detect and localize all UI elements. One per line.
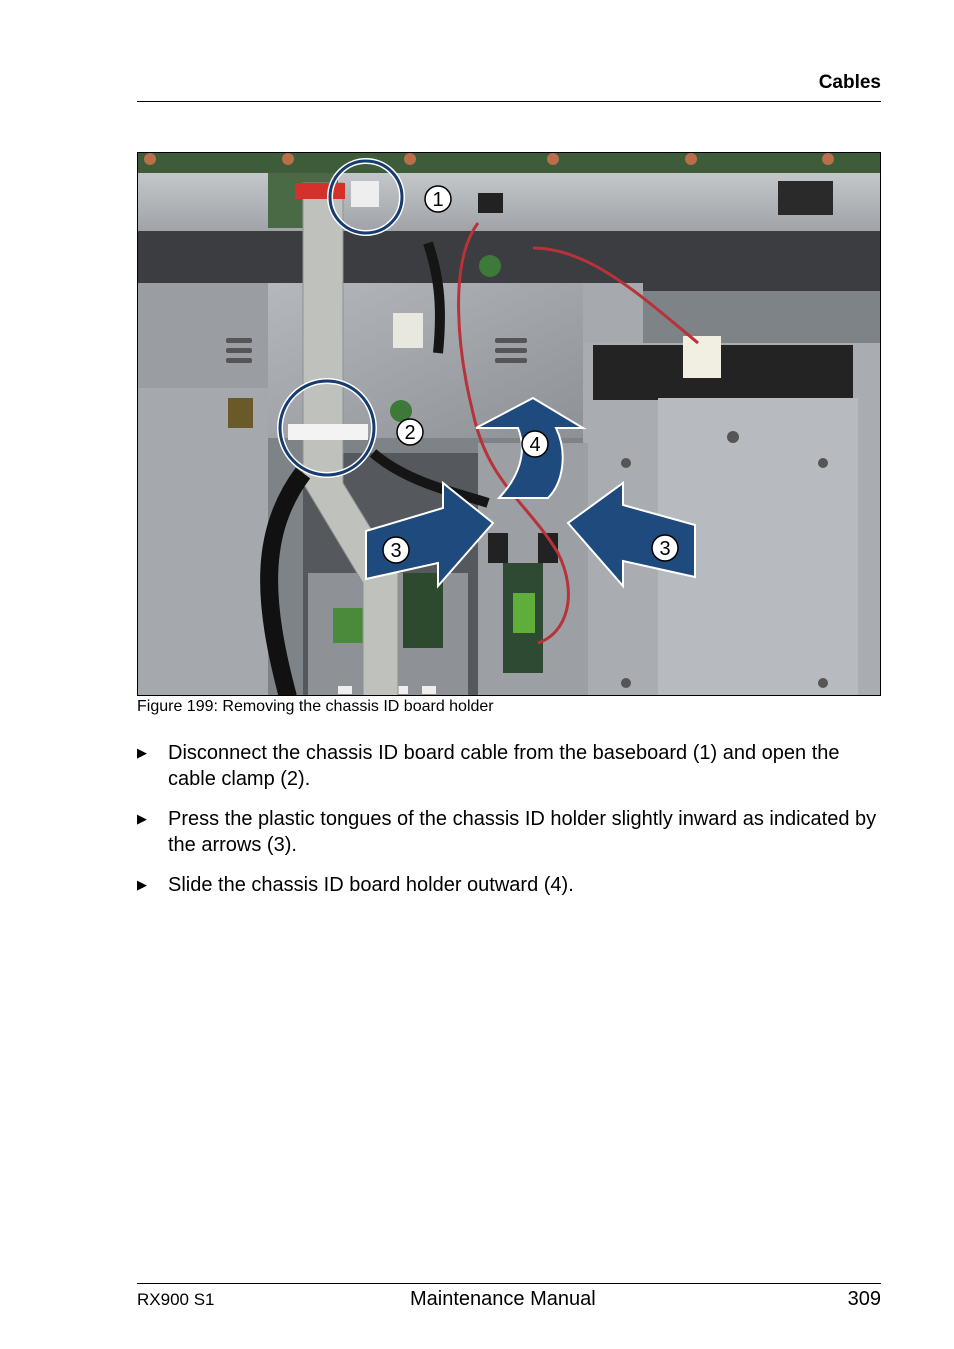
step-item [137,806,887,858]
svg-text:4: 4 [529,434,541,456]
footer-rule [137,1283,881,1284]
triangle-bullet-icon: ▶ [137,811,147,826]
header-rule [137,101,881,102]
callout-2 [397,419,423,445]
footer-model: RX900 S1 [137,1290,215,1309]
page-header-title: Cables [818,72,881,93]
instruction-steps [137,740,887,912]
figure-caption: Figure 199: Removing the chassis ID board holder [137,698,494,715]
svg-text:3: 3 [659,538,671,560]
baseboard-pcb [138,153,881,175]
svg-text:2: 2 [404,422,416,444]
page-number: 309 [847,1288,881,1310]
step-text: Slide the chassis ID board holder outward (4). [168,874,574,896]
triangle-bullet-icon: ▶ [137,745,147,760]
callout-4 [522,431,548,457]
svg-text:3: 3 [390,540,402,562]
step-item [137,872,887,898]
step-text: Disconnect the chassis ID board cable from the baseboard (1) and open the cable clamp (2). [168,742,840,790]
figure-photo [137,152,881,696]
footer-manual-title: Maintenance Manual [410,1288,596,1310]
step-item [137,740,887,792]
callout-3-right [652,535,678,561]
callout-3-left [383,537,409,563]
triangle-bullet-icon: ▶ [137,877,147,892]
callout-1 [425,186,451,212]
step-text: Press the plastic tongues of the chassis ID holder slightly inward as indicated by the arrows (3). [168,808,877,856]
svg-text:1: 1 [432,189,444,211]
